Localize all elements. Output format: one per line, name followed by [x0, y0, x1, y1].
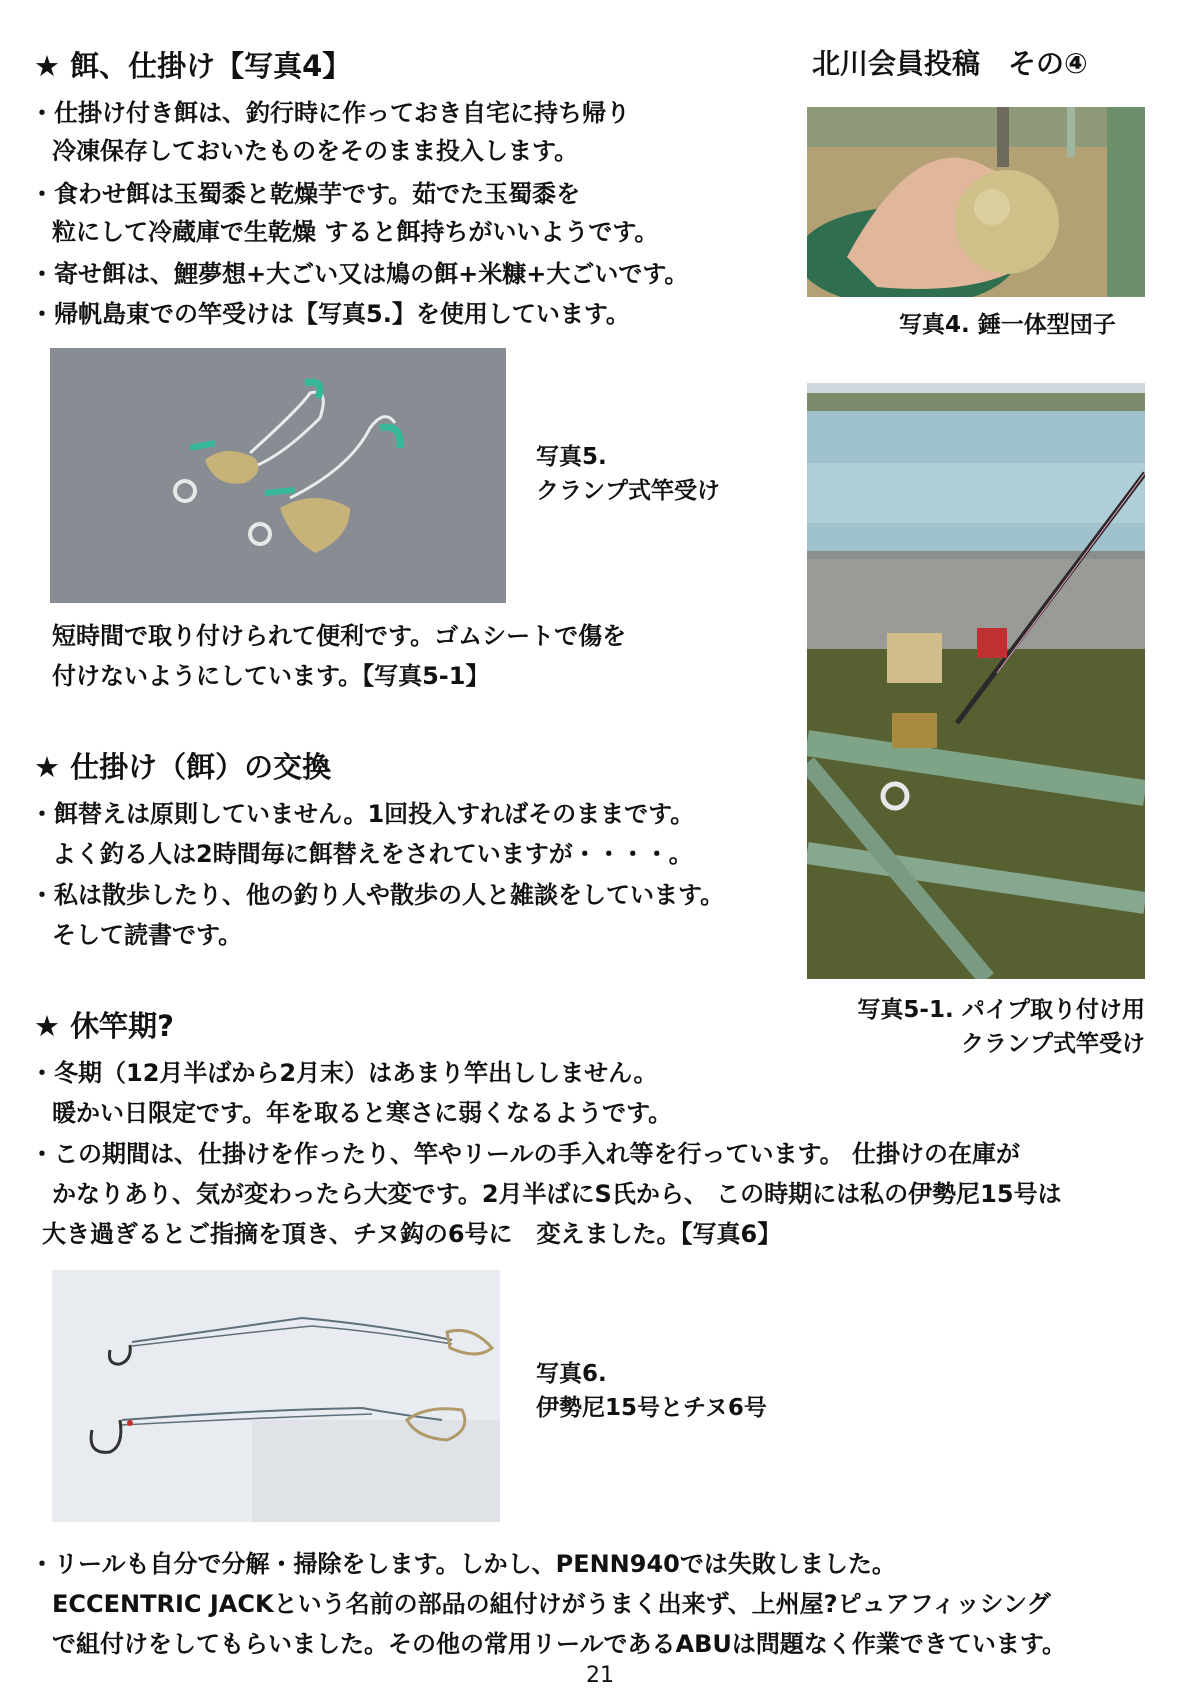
bullet-line: ・仕掛け付き餌は、釣行時に作っておき自宅に持ち帰り	[30, 99, 630, 127]
body-line: ECCENTRIC JACKという名前の部品の組付けがうまく出来ず、上州屋?ピュアフィッシング	[52, 1590, 1051, 1618]
bullet-line: ・餌替えは原則していません。1回投入すればそのままです。	[30, 800, 695, 828]
bullet-line: かなりあり、気が変わったら大変です。2月半ばにS氏から、 この時期には私の伊勢尼15号は	[52, 1180, 1062, 1208]
bullet-line: ・帰帆島東での竿受けは【写真5.】を使用しています。	[30, 300, 630, 328]
bullet-line: 冷凍保存しておいたものをそのまま投入します。	[52, 137, 579, 165]
photo-6-caption-1: 写真6.	[536, 1361, 607, 1387]
photo-5-image	[50, 348, 506, 603]
page-number: 21	[586, 1663, 614, 1688]
bullet-line: ・私は散歩したり、他の釣り人や散歩の人と雑談をしています。	[30, 881, 725, 909]
bullet-line: ・この期間は、仕掛けを作ったり、竿やリールの手入れ等を行っています。 仕掛けの在庫が	[30, 1140, 1020, 1168]
bullet-line: 大き過ぎるとご指摘を頂き、チヌ鈎の6号に 変えました。【写真6】	[42, 1220, 782, 1248]
bullet-line: ・寄せ餌は、鯉夢想+大ごい又は鳩の餌+米糠+大ごいです。	[30, 260, 689, 288]
bullet-line: ・食わせ餌は玉蜀黍と乾燥芋です。茹でた玉蜀黍を	[30, 180, 581, 208]
bullet-line: ・リールも自分で分解・掃除をします。しかし、PENN940では失敗しました。	[30, 1550, 896, 1578]
photo-6	[52, 1270, 500, 1522]
bullet-line: 粒にして冷蔵庫で生乾燥 すると餌持ちがいいようです。	[52, 218, 659, 246]
photo-5-caption-1: 写真5.	[536, 444, 607, 470]
photo-5-caption-2: クランプ式竿受け	[536, 478, 720, 504]
body-line: 短時間で取り付けられて便利です。ゴムシートで傷を	[52, 622, 627, 650]
bullet-line: ・冬期（12月半ばから2月末）はあまり竿出ししません。	[30, 1059, 658, 1087]
bullet-line: 暖かい日限定です。年を取ると寒さに弱くなるようです。	[52, 1099, 673, 1127]
section-heading-bait: ★ 餌、仕掛け【写真4】	[34, 49, 352, 83]
photo-5-1-caption-2: クランプ式竿受け	[961, 1031, 1145, 1057]
bullet-line: そして読書です。	[52, 921, 243, 949]
body-line: で組付けをしてもらいました。その他の常用リールであるABUは問題なく作業できています。	[52, 1630, 1066, 1658]
photo-4	[807, 107, 1145, 297]
photo-6-image	[52, 1270, 500, 1522]
photo-5	[50, 348, 506, 603]
body-line: 付けないようにしています。【写真5-1】	[52, 662, 490, 690]
photo-6-caption-2: 伊勢尼15号とチヌ6号	[536, 1395, 767, 1421]
section-heading-exchange: ★ 仕掛け（餌）の交換	[34, 750, 332, 784]
bullet-line: よく釣る人は2時間毎に餌替えをされていますが・・・・。	[52, 840, 693, 868]
article-title: 北川会員投稿 その④	[812, 47, 1088, 80]
photo-5-1	[807, 383, 1145, 979]
photo-4-image	[807, 107, 1145, 297]
photo-4-caption: 写真4. 錘一体型団子	[899, 312, 1116, 338]
section-heading-off-season: ★ 休竿期?	[34, 1009, 174, 1043]
photo-5-1-caption-1: 写真5-1. パイプ取り付け用	[857, 997, 1145, 1023]
photo-5-1-image	[807, 383, 1145, 979]
